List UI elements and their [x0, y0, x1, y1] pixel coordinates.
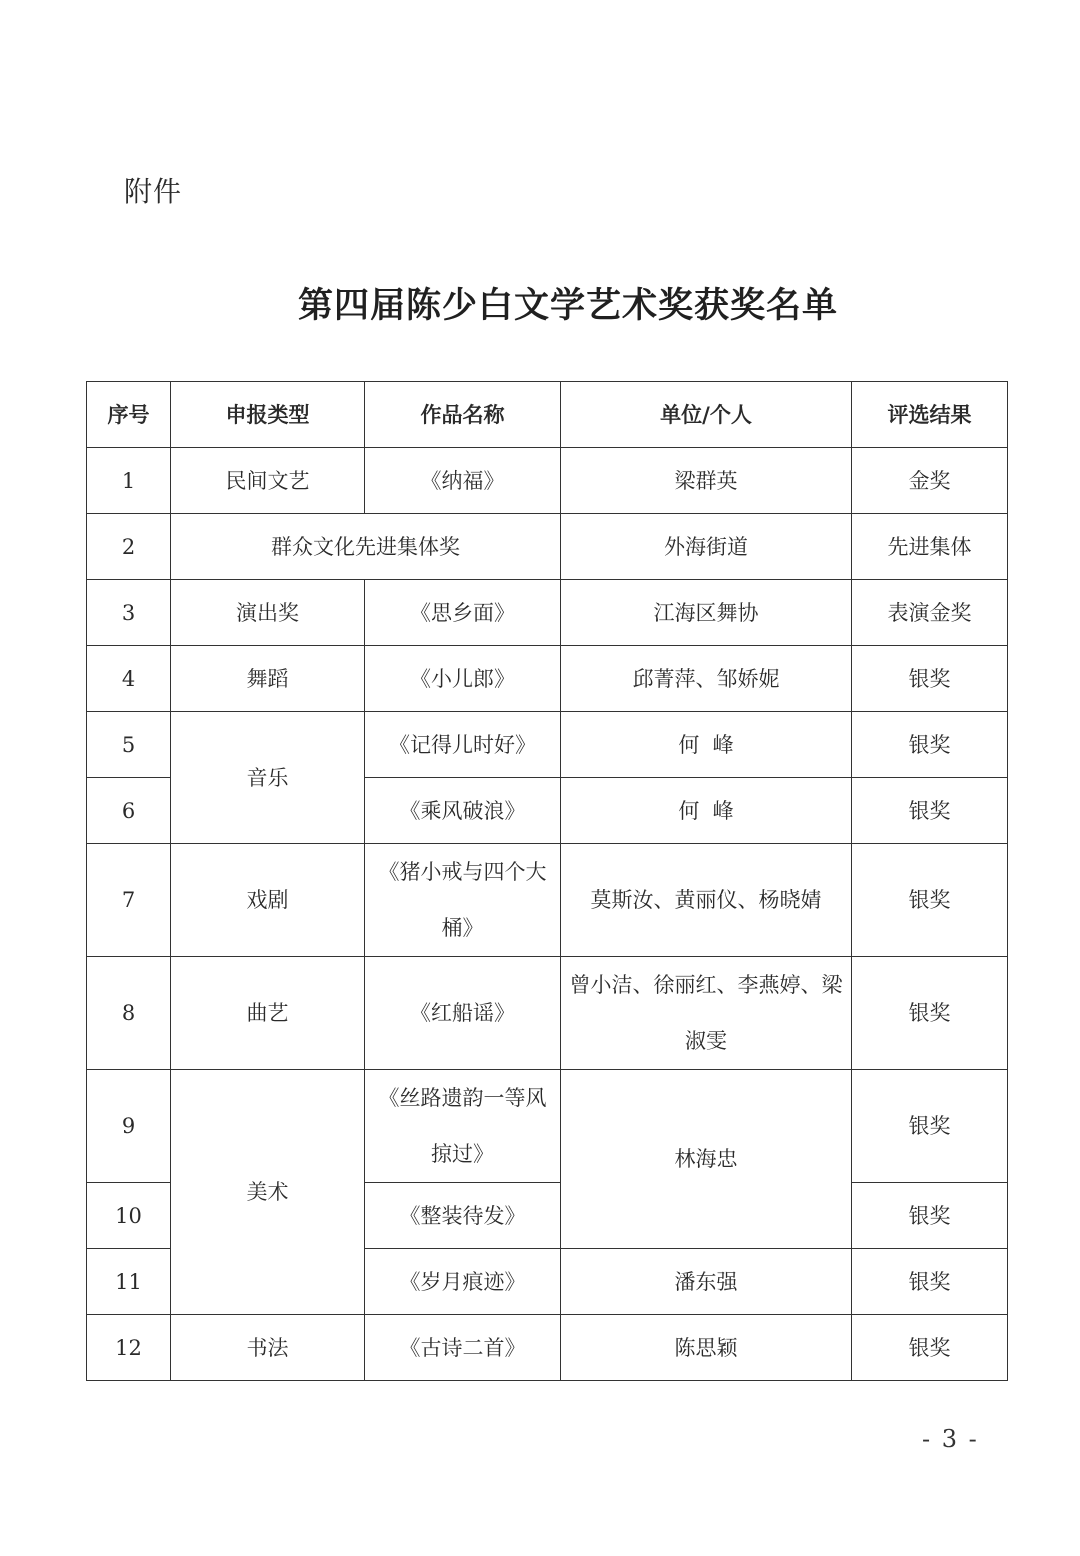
- table-row: [87, 1070, 1008, 1183]
- cell-unit: 何 峰: [561, 712, 852, 778]
- cell-result: 银奖: [852, 1315, 1008, 1381]
- cell-type: 戏剧: [171, 844, 365, 957]
- cell-type: 书法: [171, 1315, 365, 1381]
- attachment-label: 附件: [124, 175, 183, 208]
- award-table: [86, 381, 1008, 1381]
- cell-unit: 邱菁萍、邹娇妮: [561, 646, 852, 712]
- cell-work: 《小儿郎》: [365, 646, 561, 712]
- cell-result: 金奖: [852, 448, 1008, 514]
- cell-type-work: 群众文化先进集体奖: [171, 514, 561, 580]
- cell-work: 《纳福》: [365, 448, 561, 514]
- cell-no: 3: [87, 580, 171, 646]
- cell-unit: 曾小洁、徐丽红、李燕婷、梁淑雯: [561, 957, 852, 1070]
- cell-no: 11: [87, 1249, 171, 1315]
- cell-unit: 何 峰: [561, 778, 852, 844]
- table-row: [87, 1315, 1008, 1381]
- cell-work: 《丝路遗韵一等风掠过》: [365, 1070, 561, 1183]
- cell-unit: 陈思颖: [561, 1315, 852, 1381]
- cell-unit: 江海区舞协: [561, 580, 852, 646]
- cell-no: 2: [87, 514, 171, 580]
- table-row: [87, 712, 1008, 778]
- cell-result: 银奖: [852, 1070, 1008, 1183]
- cell-no: 9: [87, 1070, 171, 1183]
- table-row: [87, 957, 1008, 1070]
- header-result: 评选结果: [852, 382, 1008, 448]
- header-no: 序号: [87, 382, 171, 448]
- cell-result: 银奖: [852, 957, 1008, 1070]
- header-work: 作品名称: [365, 382, 561, 448]
- cell-no: 7: [87, 844, 171, 957]
- table-row: [87, 514, 1008, 580]
- cell-result: 银奖: [852, 778, 1008, 844]
- cell-type: 舞蹈: [171, 646, 365, 712]
- cell-work: 《岁月痕迹》: [365, 1249, 561, 1315]
- cell-result: 银奖: [852, 844, 1008, 957]
- cell-unit: 外海街道: [561, 514, 852, 580]
- cell-work: 《古诗二首》: [365, 1315, 561, 1381]
- table-row: [87, 448, 1008, 514]
- table-row: [87, 844, 1008, 957]
- cell-work: 《思乡面》: [365, 580, 561, 646]
- cell-result: 银奖: [852, 1183, 1008, 1249]
- cell-result: 表演金奖: [852, 580, 1008, 646]
- cell-no: 1: [87, 448, 171, 514]
- cell-type: 美术: [171, 1070, 365, 1315]
- cell-type: 演出奖: [171, 580, 365, 646]
- cell-type: 曲艺: [171, 957, 365, 1070]
- cell-unit: 梁群英: [561, 448, 852, 514]
- table-row: [87, 580, 1008, 646]
- page-number: - 3 -: [922, 1425, 979, 1453]
- cell-work: 《记得儿时好》: [365, 712, 561, 778]
- cell-no: 6: [87, 778, 171, 844]
- cell-result: 先进集体: [852, 514, 1008, 580]
- cell-result: 银奖: [852, 646, 1008, 712]
- cell-type: 民间文艺: [171, 448, 365, 514]
- cell-unit: 莫斯汝、黄丽仪、杨晓婧: [561, 844, 852, 957]
- cell-no: 8: [87, 957, 171, 1070]
- cell-result: 银奖: [852, 1249, 1008, 1315]
- table-row: [87, 646, 1008, 712]
- cell-result: 银奖: [852, 712, 1008, 778]
- cell-no: 10: [87, 1183, 171, 1249]
- header-unit: 单位/个人: [561, 382, 852, 448]
- cell-unit: 林海忠: [561, 1070, 852, 1249]
- document-title: 第四届陈少白文学艺术奖获奖名单: [297, 285, 838, 326]
- cell-no: 4: [87, 646, 171, 712]
- cell-work: 《红船谣》: [365, 957, 561, 1070]
- cell-type: 音乐: [171, 712, 365, 844]
- cell-no: 12: [87, 1315, 171, 1381]
- cell-work: 《乘风破浪》: [365, 778, 561, 844]
- table-header-row: [87, 382, 1008, 448]
- cell-unit: 潘东强: [561, 1249, 852, 1315]
- cell-work: 《整装待发》: [365, 1183, 561, 1249]
- cell-no: 5: [87, 712, 171, 778]
- cell-work: 《猪小戒与四个大桶》: [365, 844, 561, 957]
- header-type: 申报类型: [171, 382, 365, 448]
